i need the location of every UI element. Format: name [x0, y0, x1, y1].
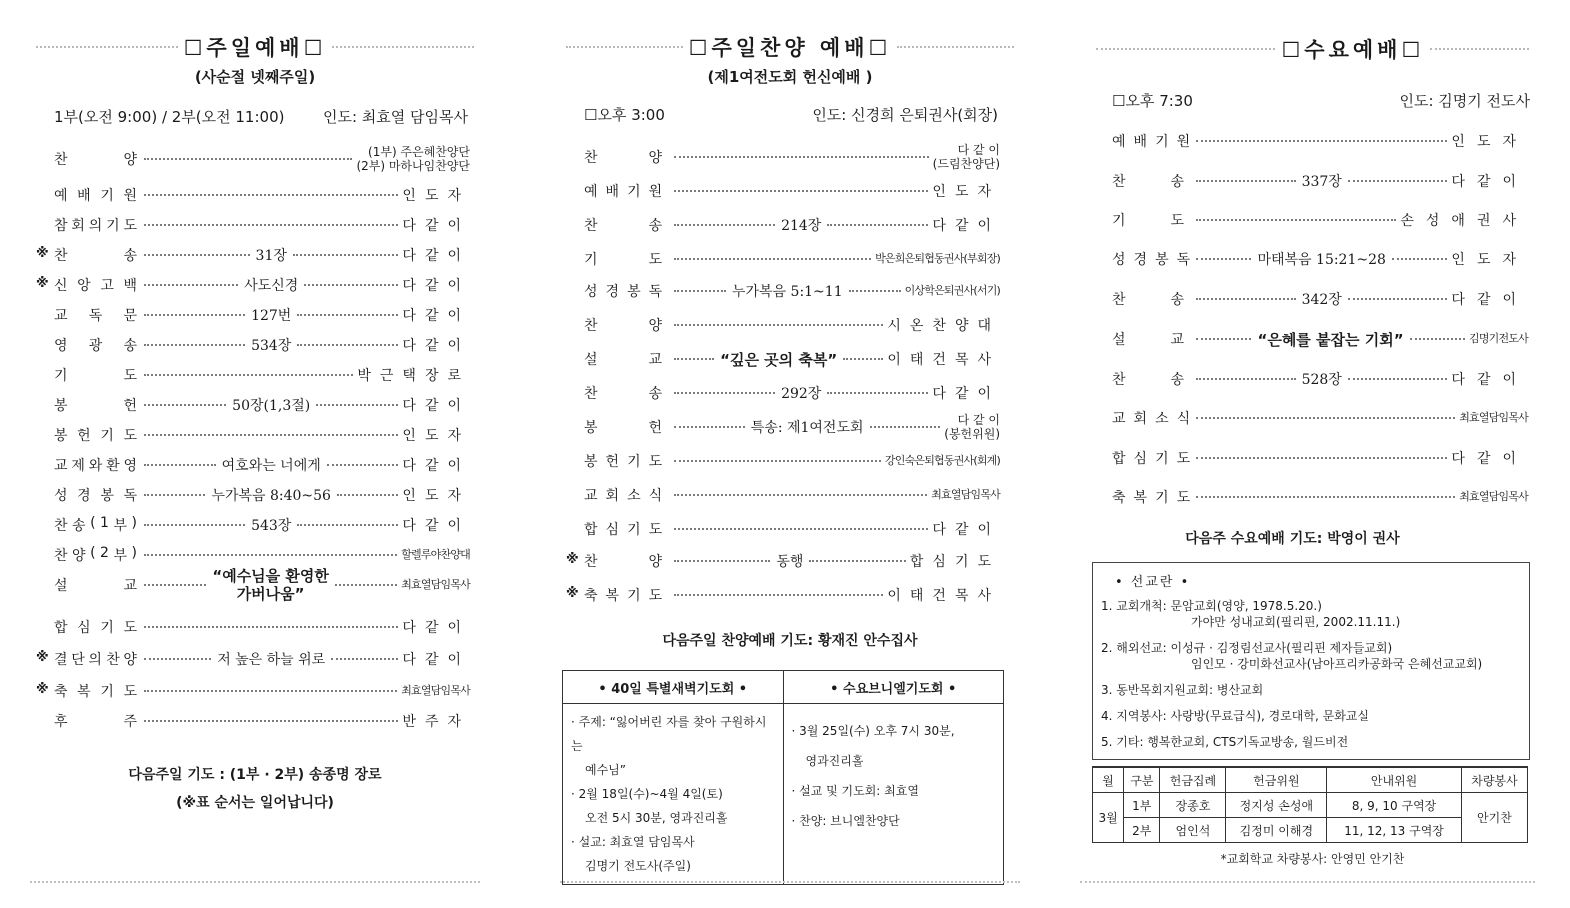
- service-item: [54, 567, 470, 603]
- offering-part: 2부: [1124, 818, 1160, 843]
- item-detail: 543장: [251, 518, 292, 534]
- item-label: 예 배 기 원: [54, 188, 140, 204]
- offering-driver: 안기찬: [1461, 793, 1527, 843]
- item-label: 교 회 소 식: [584, 488, 671, 504]
- service-item: [54, 512, 470, 538]
- leader-dots: [849, 290, 901, 292]
- leader-dots: [1410, 338, 1465, 340]
- item-label: 찬 양: [584, 150, 670, 166]
- leader-dots: [870, 426, 941, 428]
- item-label: 영 광 송: [54, 338, 140, 354]
- service-item: [54, 182, 470, 208]
- item-detail: 337장: [1301, 174, 1342, 190]
- item-performer: 김명기전도사: [1469, 332, 1528, 345]
- item-performer: 최효열담임목사: [1459, 411, 1528, 424]
- leader-dots: [827, 224, 928, 226]
- leader-dots: [144, 494, 205, 496]
- item-detail: 342장: [1301, 292, 1342, 308]
- leader-dots: [297, 524, 398, 526]
- leader-dots: [316, 404, 398, 406]
- service-item: [1112, 366, 1528, 392]
- item-performer: 다 같 이: [1451, 451, 1528, 467]
- item-detail: 31장: [255, 248, 287, 264]
- service-item: [584, 312, 1000, 338]
- sermon-title: [210, 567, 331, 603]
- item-label: 기 도: [584, 252, 670, 268]
- stand-mark: ※: [36, 650, 49, 665]
- item-detail: 127번: [251, 308, 292, 324]
- events-left-title: • 40일 특별새벽기도회 •: [563, 671, 784, 704]
- item-detail: “은혜를 붙잡는 기회”: [1257, 330, 1404, 349]
- leader-dots: [674, 392, 775, 394]
- service-item: [1112, 445, 1528, 471]
- event-line: · 3월 25일(수) 오후 7시 30분,: [791, 724, 955, 738]
- service-time: 1부(오전 9:00) / 2부(오전 11:00): [54, 108, 285, 126]
- leader-dots: [144, 690, 397, 692]
- mission-item: [1093, 732, 1529, 752]
- leader-dots: [144, 584, 206, 586]
- service-item: [584, 178, 1000, 204]
- leader-dots: [144, 194, 398, 196]
- leader-dots: [331, 658, 398, 660]
- leader-dots: [144, 464, 216, 466]
- item-label: 예 배 기 원: [584, 184, 671, 200]
- service-item: [1112, 207, 1528, 233]
- item-performer: 다 같 이: [1451, 292, 1528, 308]
- sermon-title-line: 가버나움”: [236, 585, 305, 603]
- leader-dots: [1348, 180, 1448, 182]
- item-detail: 특송: 제1여전도회: [750, 420, 864, 436]
- leader-dots: [1348, 378, 1448, 380]
- leader-dots: [297, 314, 398, 316]
- item-label: 축 복 기 도: [1112, 490, 1199, 506]
- event-line: · 설교 및 기도회: 최효열: [791, 784, 919, 798]
- item-detail: 50장(1,3절): [232, 398, 311, 414]
- stand-mark: ※: [36, 246, 49, 261]
- item-label: 찬 송: [1112, 372, 1192, 388]
- performer-line: 다 같 이: [957, 143, 1000, 157]
- service-item: [584, 448, 1000, 474]
- offering-header-cell: 안내위원: [1327, 767, 1462, 793]
- item-label: 성 경 봉 독: [584, 284, 671, 300]
- item-label: 찬 송 ( 1 부 ): [54, 515, 140, 534]
- sermon-title-line: “예수님을 환영한: [212, 567, 329, 585]
- service-item: [584, 278, 1000, 304]
- item-performer: 다 같 이: [1451, 372, 1528, 388]
- leader-dots: [144, 374, 353, 376]
- leader-dots: [674, 290, 726, 292]
- service-item: [54, 332, 470, 358]
- leader-dots: [337, 494, 398, 496]
- leader-dots: [809, 560, 905, 562]
- item-detail: 214장: [781, 218, 822, 234]
- item-label: 찬 송: [1112, 174, 1192, 190]
- item-performer: 최효열담임목사: [1459, 490, 1528, 503]
- page-title: ☐주일예배☐: [183, 36, 327, 60]
- offering-table: [1092, 766, 1528, 843]
- leader-dots: [304, 284, 398, 286]
- mission-box: [1092, 562, 1530, 760]
- leader-dots: [144, 434, 398, 436]
- item-label: 설 교: [1112, 332, 1192, 348]
- service-item: [1112, 128, 1528, 154]
- mission-line: 2. 해외선교: 이성규 · 김정림선교사(필리핀 제자들교회): [1101, 641, 1393, 655]
- item-label: 교 독 문: [54, 308, 140, 324]
- event-line: 예수님”: [585, 763, 626, 777]
- service-item: [54, 614, 470, 640]
- leader-dots: [1196, 457, 1447, 459]
- leader-dots: [144, 224, 398, 226]
- mission-line: 4. 지역봉사: 사랑방(무료급식), 경로대학, 문화교실: [1101, 709, 1369, 723]
- item-performer: 인 도 자: [932, 184, 1000, 200]
- item-label: 축 복 기 도: [54, 684, 140, 700]
- leader-dots: [144, 720, 398, 722]
- leader-dots: [144, 254, 250, 256]
- service-item: [584, 246, 1000, 272]
- item-performer: 다 같 이: [932, 218, 1000, 234]
- item-performer: 최효열담임목사: [401, 684, 470, 697]
- leader-dots: [1196, 298, 1296, 300]
- offering-leader: 장종호: [1160, 793, 1226, 818]
- leader-dots: [674, 358, 714, 360]
- service-item: [54, 482, 470, 508]
- leader-dots: [144, 314, 245, 316]
- item-label: 교 회 소 식: [1112, 411, 1199, 427]
- leader-dots: [674, 494, 927, 496]
- offering-header-cell: 헌금집례: [1160, 767, 1226, 793]
- mission-item: [1093, 638, 1529, 674]
- item-label: 신 앙 고 백: [54, 278, 140, 294]
- item-performer: 인 도 자: [1451, 134, 1528, 150]
- item-label: 예 배 기 원: [1112, 134, 1199, 150]
- item-label: 성 경 봉 독: [1112, 252, 1199, 268]
- item-label: 찬 송: [1112, 292, 1192, 308]
- leader-dots: [674, 224, 775, 226]
- offering-header-cell: 차량봉사: [1461, 767, 1527, 793]
- stand-mark: ※: [36, 682, 49, 697]
- mission-line: 1. 교회개척: 문암교회(영양, 1978.5.20.): [1101, 599, 1322, 613]
- subtitle: (제1여전도회 헌신예배 ): [707, 68, 873, 86]
- item-label: 합 심 기 도: [584, 522, 671, 538]
- offering-guides: 11, 12, 13 구역장: [1327, 818, 1462, 843]
- item-label: 찬 양: [584, 554, 670, 570]
- service-item: [584, 380, 1000, 406]
- leader-dots: [674, 324, 883, 326]
- leader-dots: [674, 594, 883, 596]
- item-detail: 292장: [781, 386, 822, 402]
- item-detail: 누가복음 8:40~56: [211, 488, 331, 504]
- performer-line: (1부) 주은혜찬양단: [368, 145, 470, 159]
- event-line: · 주제: “잃어버린 자를 찾아 구원하시는: [571, 715, 767, 753]
- service-item: [584, 482, 1000, 508]
- offering-header: [1093, 767, 1528, 793]
- mission-item: [1093, 706, 1529, 726]
- leader-dots: [144, 284, 238, 286]
- service-item: [36, 242, 470, 268]
- item-performer: 다 같 이: [402, 338, 470, 354]
- stand-mark: ※: [566, 552, 579, 567]
- item-label: 찬 양: [584, 318, 670, 334]
- item-performer: 인 도 자: [1451, 252, 1528, 268]
- service-item: [54, 542, 470, 568]
- service-item: [54, 708, 470, 734]
- offering-month: 3월: [1093, 793, 1124, 843]
- item-performer: 최효열담임목사: [401, 578, 470, 591]
- mission-line: 3. 동반목회지원교회: 병산교회: [1101, 683, 1264, 697]
- item-performer: 다 같 이: [402, 458, 470, 474]
- column-wednesday-service: [1090, 0, 1535, 908]
- subtitle: (사순절 넷째주일): [194, 68, 316, 86]
- item-label: 설 교: [584, 352, 670, 368]
- item-label: 기 도: [1112, 213, 1192, 229]
- service-leader: 인도: 최효열 담임목사: [322, 108, 468, 126]
- service-item: [566, 548, 1000, 574]
- item-performer: 다 같 이: [402, 218, 470, 234]
- item-performer: 박은희은퇴협동권사(부회장): [875, 252, 1000, 265]
- offering-header-cell: 구분: [1124, 767, 1160, 793]
- service-time: ☐오후 7:30: [1112, 92, 1193, 110]
- leader-dots: [1196, 140, 1447, 142]
- item-label: 합 심 기 도: [54, 620, 140, 636]
- leader-dots: [1196, 417, 1455, 419]
- item-performer: 다 같 이: [402, 652, 470, 668]
- item-label: 교 제 와 환 영: [54, 458, 140, 474]
- service-item: [566, 582, 1000, 608]
- leader-dots: [144, 344, 245, 346]
- event-line: 오전 5시 30분, 영과진리홀: [585, 811, 728, 825]
- service-item: [584, 516, 1000, 542]
- stand-mark: ※: [566, 586, 579, 601]
- offering-header-cell: 월: [1093, 767, 1124, 793]
- item-label: 봉 헌: [584, 420, 670, 436]
- item-performer: 다 같 이: [402, 398, 470, 414]
- item-label: 성 경 봉 독: [54, 488, 140, 504]
- leader-dots: [297, 344, 398, 346]
- service-time: ☐오후 3:00: [584, 106, 665, 124]
- service-item: [54, 392, 470, 418]
- mission-line: 5. 기타: 행복한교회, CTS기독교방송, 월드비전: [1101, 735, 1349, 749]
- service-item: [584, 144, 1000, 170]
- item-performer: [944, 413, 1000, 441]
- item-detail: 저 높은 하늘 위로: [217, 652, 326, 668]
- item-performer: 이상학은퇴권사(서기): [904, 284, 1001, 297]
- service-item: [1112, 484, 1528, 510]
- service-item: [36, 646, 470, 672]
- leader-dots: [674, 460, 881, 462]
- leader-dots: [144, 158, 352, 160]
- events-left-body: [563, 704, 784, 885]
- item-detail: 누가복음 5:1~11: [731, 284, 843, 300]
- leader-dots: [1196, 378, 1296, 380]
- leader-dots: [1392, 258, 1447, 260]
- item-performer: [933, 143, 1000, 171]
- event-line: 김명기 전도사(주일): [585, 859, 691, 873]
- item-label: 후 주: [54, 714, 140, 730]
- events-table: [562, 670, 1004, 885]
- stand-note: (※표 순서는 일어납니다): [176, 795, 334, 811]
- leader-dots: [144, 658, 211, 660]
- offering-footnote: *교회학교 차량봉사: 안영민 안기찬: [1220, 852, 1405, 866]
- offering-members: 정지성 손성애: [1226, 793, 1327, 818]
- sunday-title-row: [30, 32, 480, 62]
- item-performer: 합 심 기 도: [909, 554, 1000, 570]
- item-performer: 할렐루야찬양대: [401, 548, 470, 561]
- leader-dots: [674, 426, 745, 428]
- item-detail: 마태복음 15:21~28: [1257, 252, 1386, 268]
- leader-dots: [144, 524, 245, 526]
- service-leader: 인도: 김명기 전도사: [1399, 92, 1530, 110]
- item-performer: 인 도 자: [402, 428, 470, 444]
- item-label: 참 회 의 기 도: [54, 218, 140, 234]
- item-performer: 다 같 이: [402, 278, 471, 294]
- service-item: [584, 212, 1000, 238]
- item-performer: 다 같 이: [932, 522, 1000, 538]
- praise-title-row: [560, 32, 1020, 62]
- offering-header-cell: 헌금위원: [1226, 767, 1327, 793]
- item-performer: 다 같 이: [402, 620, 470, 636]
- service-item: [54, 362, 470, 388]
- mission-line: 가야만 성내교회(필리핀, 2002.11.11.): [1191, 615, 1401, 629]
- events-right-title: • 수요브니엘기도회 •: [783, 671, 1004, 704]
- item-detail: 사도신경: [244, 278, 299, 294]
- leader-dots: [674, 190, 928, 192]
- item-label: 찬 양: [54, 152, 140, 168]
- item-performer: 다 같 이: [932, 386, 1000, 402]
- item-detail: 여호와는 너에게: [221, 458, 321, 474]
- leader-dots: [144, 404, 226, 406]
- service-item: [36, 272, 471, 298]
- item-performer: 다 같 이: [402, 308, 470, 324]
- item-performer: 강인숙은퇴협동권사(회계): [884, 454, 1000, 467]
- item-detail: 528장: [1301, 372, 1342, 388]
- page-title: ☐주일찬양 예배☐: [688, 36, 892, 60]
- next-prayer: 다음주일 기도 : (1부 · 2부) 송종명 장로: [128, 767, 382, 783]
- leader-dots: [327, 464, 399, 466]
- event-line: 영과진리홀: [805, 754, 864, 768]
- event-line: · 찬양: 브니엘찬양단: [791, 814, 900, 828]
- item-label: 찬 송: [54, 248, 140, 264]
- item-performer: 이 태 건 목 사: [887, 588, 1000, 604]
- leader-dots: [674, 528, 928, 530]
- performer-line: 다 같 이: [957, 413, 1001, 427]
- events-right-body: [783, 704, 1004, 885]
- leader-dots: [293, 254, 399, 256]
- service-item: [54, 146, 470, 172]
- service-item: [1112, 246, 1528, 272]
- leader-dots: [1196, 496, 1455, 498]
- item-detail: 534장: [251, 338, 292, 354]
- performer-line: (봉헌위원): [944, 427, 1001, 441]
- column-sunday-service: [30, 0, 480, 908]
- service-item: [584, 346, 1000, 372]
- service-item: [1112, 168, 1528, 194]
- offering-members: 김정미 이해경: [1226, 818, 1327, 843]
- performer-line: (2부) 마하나임찬양단: [356, 159, 470, 173]
- next-prayer: 다음주일 찬양예배 기도: 황재진 안수집사: [662, 633, 918, 649]
- stand-mark: ※: [36, 276, 49, 291]
- event-line: · 2월 18일(수)~4월 4일(토): [571, 787, 723, 801]
- service-item: [54, 452, 470, 478]
- mission-line: 임인모 · 강미화선교사(남아프리카공화국 은혜선교교회): [1191, 657, 1483, 671]
- leader-dots: [144, 626, 398, 628]
- service-leader: 인도: 신경희 은퇴권사(회장): [812, 106, 998, 124]
- mission-item: [1093, 596, 1529, 632]
- item-label: 합 심 기 도: [1112, 451, 1199, 467]
- page-title: ☐수요예배☐: [1281, 38, 1425, 62]
- performer-line: (드림찬양단): [932, 157, 1000, 171]
- leader-dots: [1196, 258, 1251, 260]
- service-item: [54, 302, 470, 328]
- item-label: 봉 헌 기 도: [584, 454, 671, 470]
- item-label: 설 교: [54, 578, 140, 594]
- item-performer: 손 성 애 권 사: [1400, 213, 1528, 229]
- item-label: 봉 헌 기 도: [54, 428, 140, 444]
- service-item: [1112, 326, 1528, 352]
- item-performer: 이 태 건 목 사: [887, 352, 1001, 368]
- leader-dots: [674, 156, 929, 158]
- leader-dots: [1196, 219, 1396, 221]
- item-performer: 박 근 택 장 로: [357, 368, 470, 384]
- mission-item: [1093, 680, 1529, 700]
- item-label: 찬 송: [584, 386, 670, 402]
- next-prayer: 다음주 수요예배 기도: 박영이 권사: [1185, 531, 1400, 547]
- item-label: 결 단 의 찬 양: [54, 652, 140, 668]
- offering-leader: 엄인석: [1160, 818, 1226, 843]
- item-label: 축 복 기 도: [584, 588, 671, 604]
- service-item: [1112, 286, 1528, 312]
- item-performer: 인 도 자: [402, 488, 470, 504]
- service-item: [584, 414, 1000, 440]
- service-item: [1112, 405, 1528, 431]
- item-performer: 다 같 이: [402, 248, 470, 264]
- leader-dots: [674, 258, 871, 260]
- item-performer: 다 같 이: [402, 518, 470, 534]
- leader-dots: [1196, 338, 1251, 340]
- leader-dots: [843, 358, 883, 360]
- item-performer: 인 도 자: [402, 188, 470, 204]
- item-label: 봉 헌: [54, 398, 140, 414]
- leader-dots: [335, 584, 397, 586]
- item-performer: 최효열담임목사: [931, 488, 1000, 501]
- service-item: [54, 212, 470, 238]
- item-label: 기 도: [54, 368, 140, 384]
- service-item: [36, 678, 470, 704]
- item-detail: “깊은 곳의 축복”: [720, 350, 838, 369]
- item-performer: 반 주 자: [402, 714, 470, 730]
- service-item: [54, 422, 470, 448]
- column-praise-service: [560, 0, 1020, 908]
- item-performer: 다 같 이: [1451, 174, 1528, 190]
- offering-guides: 8, 9, 10 구역장: [1327, 793, 1462, 818]
- item-label: 찬 양 ( 2 부 ): [54, 545, 140, 564]
- offering-part: 1부: [1124, 793, 1160, 818]
- item-performer: [356, 145, 470, 173]
- event-line: · 설교: 최효열 담임목사: [571, 835, 695, 849]
- item-performer: 시 온 찬 양 대: [887, 318, 1000, 334]
- leader-dots: [674, 560, 770, 562]
- leader-dots: [144, 554, 397, 556]
- item-label: 찬 송: [584, 218, 670, 234]
- leader-dots: [1348, 298, 1448, 300]
- mission-list: [1093, 596, 1529, 752]
- leader-dots: [827, 392, 928, 394]
- wednesday-title-row: [1090, 34, 1535, 64]
- mission-title: • 선교란 •: [1115, 575, 1191, 590]
- leader-dots: [1196, 180, 1296, 182]
- item-detail: 동행: [776, 554, 804, 570]
